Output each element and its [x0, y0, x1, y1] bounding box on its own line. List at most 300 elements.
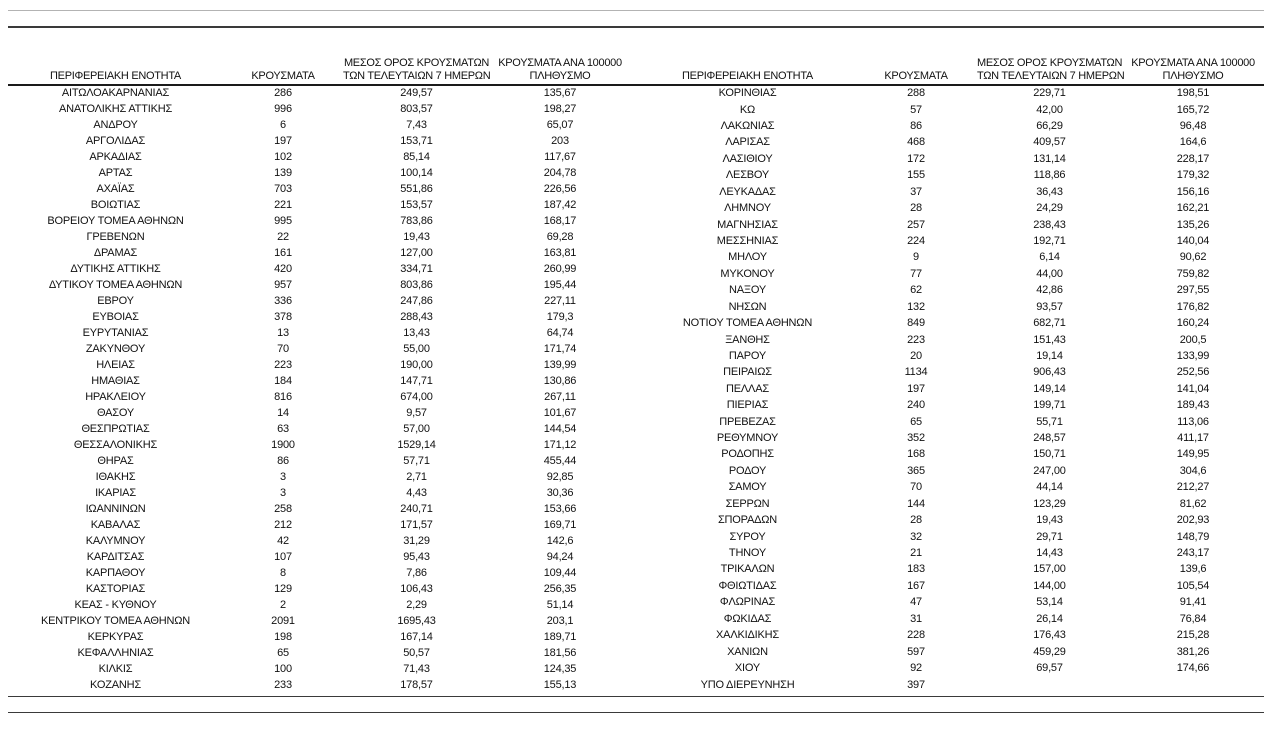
avg7-cell: 247,86 — [400, 295, 433, 307]
header-per100k-line2: ΠΛΗΘΥΣΜΟ — [529, 69, 591, 82]
cases-cell: 57 — [910, 103, 922, 116]
cases-cell: 198 — [274, 631, 292, 643]
region-cell: ΜΕΣΣΗΝΙΑΣ — [716, 235, 779, 247]
header-region-label: ΠΕΡΙΦΕΡΕΙΑΚΗ ΕΝΟΤΗΤΑ — [682, 69, 813, 82]
region-cell: ΔΡΑΜΑΣ — [93, 247, 138, 259]
table-row — [8, 437, 630, 453]
region-cell: ΚΑΣΤΟΡΙΑΣ — [85, 583, 146, 595]
region-cell: ΜΥΚΟΝΟΥ — [720, 267, 775, 280]
per100k-cell: 113,06 — [1177, 415, 1209, 428]
region-cell: ΚΟΡΙΝΘΙΑΣ — [718, 87, 777, 100]
table-row — [640, 528, 1264, 544]
header-avg7-line1: ΜΕΣΟΣ ΟΡΟΣ ΚΡΟΥΣΜΑΤΩΝ — [343, 57, 490, 69]
region-cell: ΒΟΡΕΙΟΥ ΤΟΜΕΑ ΑΘΗΝΩΝ — [47, 215, 184, 227]
table-row — [640, 463, 1264, 479]
region-cell: ΗΡΑΚΛΕΙΟΥ — [85, 391, 146, 403]
per100k-cell: 304,6 — [1179, 464, 1207, 477]
per100k-cell: 168,17 — [543, 215, 577, 227]
avg7-cell: 2,71 — [406, 471, 427, 483]
cases-cell: 3 — [280, 471, 286, 483]
avg7-cell: 57,00 — [403, 423, 430, 435]
table-row — [640, 315, 1264, 331]
avg7-cell: 199,71 — [1033, 399, 1066, 412]
per100k-cell: 94,24 — [546, 551, 574, 563]
cases-cell: 996 — [274, 103, 292, 115]
cases-cell: 257 — [907, 218, 925, 231]
table-body-left — [8, 85, 630, 693]
region-cell: ΚΙΛΚΙΣ — [98, 663, 133, 675]
avg7-cell: 144,00 — [1033, 579, 1066, 592]
per100k-cell: 759,82 — [1176, 267, 1210, 280]
avg7-cell: 55,71 — [1036, 415, 1063, 428]
cases-cell: 2091 — [271, 615, 295, 627]
avg7-cell: 459,29 — [1033, 645, 1066, 658]
per100k-cell: 227,11 — [544, 295, 576, 307]
avg7-cell: 229,71 — [1033, 87, 1066, 100]
region-cell: ΡΟΔΟΠΗΣ — [721, 448, 774, 461]
per100k-cell: 164,6 — [1179, 136, 1207, 149]
table-row — [640, 578, 1264, 594]
cases-cell: 65 — [277, 647, 289, 659]
per100k-cell: 139,6 — [1179, 563, 1207, 576]
header-avg7-line2: ΤΩΝ ΤΕΛΕΥΤΑΙΩΝ 7 ΗΜΕΡΩΝ — [977, 69, 1125, 82]
avg7-cell: 71,43 — [403, 663, 430, 675]
avg7-cell: 14,43 — [1036, 547, 1063, 560]
avg7-cell: 249,57 — [400, 87, 433, 99]
per100k-cell: 92,85 — [546, 471, 574, 483]
per100k-cell: 140,04 — [1176, 235, 1210, 247]
avg7-cell: 44,00 — [1036, 267, 1063, 280]
per100k-cell: 203,1 — [546, 615, 574, 627]
header-cases-label: ΚΡΟΥΣΜΑΤΑ — [884, 69, 948, 82]
avg7-cell: 26,14 — [1036, 612, 1063, 625]
per100k-cell: 174,66 — [1176, 661, 1210, 674]
table-row — [8, 565, 630, 581]
table-header-left — [8, 50, 630, 85]
per100k-cell: 155,13 — [543, 679, 577, 691]
region-cell: ΡΕΘΥΜΝΟΥ — [716, 432, 779, 445]
region-cell: ΠΡΕΒΕΖΑΣ — [719, 415, 776, 428]
per100k-cell: 165,72 — [1176, 103, 1210, 116]
avg7-cell: 53,14 — [1036, 596, 1063, 609]
per100k-cell: 179,32 — [1176, 169, 1210, 182]
region-cell: ΦΛΩΡΙΝΑΣ — [719, 596, 776, 609]
per100k-cell: 76,84 — [1179, 612, 1207, 625]
cases-cell: 32 — [910, 530, 922, 543]
per100k-cell: 64,74 — [546, 327, 574, 339]
region-cell: ΚΑΡΔΙΤΣΑΣ — [86, 551, 145, 563]
avg7-cell: 19,43 — [1036, 514, 1063, 527]
avg7-cell: 1695,43 — [397, 615, 436, 627]
table-row — [640, 381, 1264, 397]
cases-cell: 129 — [274, 583, 292, 595]
region-cell: ΤΗΝΟΥ — [728, 547, 767, 560]
avg7-cell: 288,43 — [400, 311, 433, 323]
avg7-cell: 7,43 — [406, 119, 427, 131]
per100k-cell: 202,93 — [1176, 514, 1210, 527]
avg7-cell: 682,71 — [1033, 317, 1066, 330]
table-row — [640, 134, 1264, 150]
table-row — [640, 216, 1264, 232]
region-cell: ΜΑΓΝΗΣΙΑΣ — [717, 218, 778, 231]
region-cell: ΗΛΕΙΑΣ — [96, 359, 135, 371]
avg7-cell: 66,29 — [1036, 120, 1063, 133]
avg7-cell: 192,71 — [1033, 235, 1066, 247]
table-row — [640, 446, 1264, 462]
avg7-cell: 176,43 — [1033, 629, 1066, 642]
cases-cell: 184 — [274, 375, 292, 387]
header-per100k — [490, 50, 630, 85]
region-cell: ΑΡΤΑΣ — [98, 167, 133, 179]
region-cell: ΙΘΑΚΗΣ — [95, 471, 136, 483]
table-row — [8, 501, 630, 517]
avg7-cell: 409,57 — [1033, 136, 1066, 149]
header-region — [8, 50, 223, 85]
avg7-cell: 248,57 — [1033, 432, 1066, 445]
avg7-cell: 69,57 — [1036, 661, 1063, 674]
avg7-cell: 42,00 — [1036, 103, 1063, 116]
top-rule-light — [8, 10, 1264, 11]
table-row — [640, 184, 1264, 200]
table-row — [640, 200, 1264, 216]
avg7-cell: 7,86 — [406, 567, 427, 579]
avg7-cell: 57,71 — [403, 455, 430, 467]
per100k-cell: 243,17 — [1176, 547, 1210, 560]
top-rule-dark — [8, 26, 1264, 28]
per100k-cell: 195,44 — [543, 279, 577, 291]
per100k-cell: 156,16 — [1176, 185, 1210, 198]
avg7-cell: 55,00 — [403, 343, 430, 355]
cases-cell: 468 — [907, 136, 925, 149]
header-avg7-line2: ΤΩΝ ΤΕΛΕΥΤΑΙΩΝ 7 ΗΜΕΡΩΝ — [343, 69, 491, 82]
table-row — [8, 373, 630, 389]
cases-table-left — [8, 50, 630, 693]
avg7-cell: 190,00 — [400, 359, 433, 371]
avg7-cell — [977, 676, 1122, 693]
cases-cell: 155 — [907, 169, 925, 182]
table-row — [8, 421, 630, 437]
region-cell: ΔΥΤΙΚΗΣ ΑΤΤΙΚΗΣ — [70, 263, 161, 275]
avg7-cell: 31,29 — [403, 535, 430, 547]
table-row — [640, 167, 1264, 183]
table-row — [640, 643, 1264, 659]
per100k-cell: 81,62 — [1179, 497, 1207, 510]
cases-cell: 228 — [907, 629, 925, 642]
avg7-cell: 123,29 — [1033, 497, 1066, 510]
per100k-cell: 105,54 — [1176, 579, 1210, 592]
table-row — [640, 331, 1264, 347]
per100k-cell: 144,54 — [543, 423, 577, 435]
header-cases — [855, 50, 977, 85]
cases-cell: 957 — [274, 279, 292, 291]
region-cell: ΙΚΑΡΙΑΣ — [95, 487, 136, 499]
region-cell: ΛΕΥΚΑΔΑΣ — [719, 185, 776, 198]
cases-cell: 288 — [907, 87, 925, 100]
table-row — [640, 348, 1264, 364]
per100k-cell: 124,35 — [543, 663, 577, 675]
region-cell: ΑΝΔΡΟΥ — [93, 119, 138, 131]
avg7-cell: 240,71 — [400, 503, 433, 515]
table-row — [8, 133, 630, 149]
cases-cell: 144 — [907, 497, 925, 510]
cases-cell: 172 — [907, 152, 925, 165]
table-row — [8, 389, 630, 405]
table-row — [640, 266, 1264, 282]
region-cell: ΛΑΚΩΝΙΑΣ — [720, 120, 775, 133]
table-row — [8, 357, 630, 373]
region-cell: ΚΟΖΑΝΗΣ — [90, 679, 141, 691]
bottom-rule-2 — [8, 712, 1264, 713]
cases-cell: 28 — [910, 514, 922, 527]
per100k-cell: 101,67 — [543, 407, 577, 419]
region-cell: ΠΑΡΟΥ — [728, 349, 767, 362]
region-cell: ΣΑΜΟΥ — [728, 481, 767, 494]
per100k-cell: 179,3 — [546, 311, 574, 323]
cases-cell: 107 — [274, 551, 292, 563]
header-per100k-line2: ΠΛΗΘΥΣΜΟ — [1162, 69, 1224, 82]
cases-cell: 397 — [907, 678, 925, 691]
per100k-cell: 30,36 — [546, 487, 574, 499]
per100k-cell: 252,56 — [1176, 366, 1210, 379]
per100k-cell: 200,5 — [1179, 333, 1207, 346]
cases-cell: 224 — [907, 235, 925, 247]
cases-cell: 258 — [274, 503, 292, 515]
cases-cell: 420 — [274, 263, 292, 275]
avg7-cell: 4,43 — [406, 487, 427, 499]
region-cell: ΕΥΡΥΤΑΝΙΑΣ — [82, 327, 149, 339]
per100k-cell: 181,56 — [543, 647, 577, 659]
avg7-cell: 100,14 — [400, 167, 433, 179]
region-cell: ΚΩ — [739, 103, 756, 116]
cases-cell: 6 — [280, 119, 286, 131]
region-cell: ΠΕΙΡΑΙΩΣ — [723, 366, 772, 379]
table-header-right — [640, 50, 1264, 85]
per100k-cell: 381,26 — [1176, 645, 1210, 658]
avg7-cell: 42,86 — [1036, 284, 1063, 297]
per100k-cell: 204,78 — [543, 167, 577, 179]
avg7-cell: 551,86 — [400, 183, 433, 195]
region-cell: ΚΕΑΣ - ΚΥΘΝΟΥ — [74, 599, 157, 611]
avg7-cell: 29,71 — [1036, 530, 1063, 543]
region-cell: ΤΡΙΚΑΛΩΝ — [720, 563, 775, 576]
table-row — [8, 453, 630, 469]
per100k-cell: 163,81 — [543, 247, 577, 259]
header-per100k-line1: ΚΡΟΥΣΜΑΤΑ ΑΝΑ 100000 — [1131, 57, 1255, 69]
region-cell: ΘΕΣΠΡΩΤΙΑΣ — [81, 423, 150, 435]
cases-cell: 286 — [274, 87, 292, 99]
table-row — [640, 561, 1264, 577]
region-cell: ΚΑΒΑΛΑΣ — [90, 519, 141, 531]
cases-cell: 3 — [280, 487, 286, 499]
region-cell: ΣΕΡΡΩΝ — [725, 497, 770, 510]
per100k-cell: 160,24 — [1176, 317, 1210, 330]
avg7-cell: 147,71 — [400, 375, 433, 387]
table-row — [640, 364, 1264, 380]
cases-cell: 21 — [910, 547, 922, 560]
tables-container — [8, 50, 1264, 693]
region-cell: ΧΑΛΚΙΔΙΚΗΣ — [716, 629, 779, 642]
cases-cell: 8 — [280, 567, 286, 579]
table-row — [8, 517, 630, 533]
avg7-cell: 247,00 — [1033, 464, 1066, 477]
region-cell: ΧΙΟΥ — [734, 661, 761, 674]
table-row — [8, 293, 630, 309]
table-row — [8, 165, 630, 181]
region-cell: ΚΕΦΑΛΛΗΝΙΑΣ — [77, 647, 154, 659]
avg7-cell: 85,14 — [403, 151, 430, 163]
per100k-cell: 149,95 — [1176, 448, 1210, 461]
table-row — [8, 101, 630, 117]
avg7-cell: 238,43 — [1033, 218, 1066, 231]
region-cell: ΞΑΝΘΗΣ — [725, 333, 770, 346]
region-cell: ΑΡΚΑΔΙΑΣ — [89, 151, 142, 163]
table-row — [8, 245, 630, 261]
avg7-cell: 157,00 — [1033, 563, 1066, 576]
avg7-cell: 1529,14 — [397, 439, 436, 451]
region-cell: ΝΑΞΟΥ — [729, 284, 766, 297]
region-cell: ΣΠΟΡΑΔΩΝ — [717, 514, 778, 527]
cases-cell: 70 — [277, 343, 289, 355]
table-row — [640, 233, 1264, 249]
per100k-cell: 189,71 — [543, 631, 577, 643]
table-row — [640, 660, 1264, 676]
avg7-cell: 106,43 — [400, 583, 433, 595]
header-cases — [223, 50, 343, 85]
header-region-label: ΠΕΡΙΦΕΡΕΙΑΚΗ ΕΝΟΤΗΤΑ — [50, 69, 181, 82]
region-cell: ΣΥΡΟΥ — [729, 530, 766, 543]
table-row — [8, 405, 630, 421]
table-row — [8, 309, 630, 325]
region-cell: ΝΗΣΩΝ — [728, 300, 767, 313]
avg7-cell: 9,57 — [406, 407, 427, 419]
avg7-cell: 19,43 — [403, 231, 430, 243]
avg7-cell: 2,29 — [406, 599, 427, 611]
region-cell: ΗΜΑΘΙΑΣ — [91, 375, 140, 387]
table-row — [640, 430, 1264, 446]
per100k-cell: 198,51 — [1176, 87, 1210, 100]
per100k-cell: 187,42 — [543, 199, 577, 211]
cases-cell: 139 — [274, 167, 292, 179]
region-cell: ΚΑΛΥΜΝΟΥ — [85, 535, 146, 547]
table-row — [8, 629, 630, 645]
table-row — [8, 613, 630, 629]
region-cell: ΑΡΓΟΛΙΔΑΣ — [85, 135, 146, 147]
region-cell: ΜΗΛΟΥ — [728, 251, 767, 264]
cases-cell: 92 — [910, 661, 922, 674]
cases-cell: 100 — [274, 663, 292, 675]
cases-cell: 597 — [907, 645, 925, 658]
cases-cell: 223 — [907, 333, 925, 346]
cases-cell: 995 — [274, 215, 292, 227]
region-cell: ΑΝΑΤΟΛΙΚΗΣ ΑΤΤΙΚΗΣ — [58, 103, 173, 115]
per100k-cell: 135,26 — [1176, 218, 1210, 231]
table-body-right — [640, 85, 1264, 693]
table-row — [8, 149, 630, 165]
per100k-cell: 91,41 — [1179, 596, 1207, 609]
per100k-cell: 171,12 — [543, 439, 577, 451]
cases-cell: 77 — [910, 267, 922, 280]
region-cell: ΥΠΟ ΔΙΕΡΕΥΝΗΣΗ — [700, 678, 795, 691]
region-cell: ΕΒΡΟΥ — [97, 295, 134, 307]
cases-cell: 240 — [907, 399, 925, 412]
cases-cell: 212 — [274, 519, 292, 531]
per100k-cell: 260,99 — [543, 263, 577, 275]
cases-cell: 183 — [907, 563, 925, 576]
avg7-cell: 19,14 — [1036, 349, 1063, 362]
per100k-cell: 162,21 — [1176, 202, 1210, 215]
avg7-cell: 151,43 — [1033, 333, 1066, 346]
avg7-cell: 127,00 — [400, 247, 433, 259]
region-cell: ΔΥΤΙΚΟΥ ΤΟΜΕΑ ΑΘΗΝΩΝ — [48, 279, 183, 291]
avg7-cell: 6,14 — [1039, 251, 1060, 264]
avg7-cell: 95,43 — [403, 551, 430, 563]
header-per100k-line1: ΚΡΟΥΣΜΑΤΑ ΑΝΑ 100000 — [498, 57, 622, 69]
cases-cell: 221 — [274, 199, 292, 211]
avg7-cell: 783,86 — [400, 215, 433, 227]
cases-cell: 336 — [274, 295, 292, 307]
table-row — [640, 282, 1264, 298]
table-row — [8, 117, 630, 133]
region-cell: ΒΟΙΩΤΙΑΣ — [90, 199, 141, 211]
cases-cell: 197 — [274, 135, 292, 147]
table-row — [640, 249, 1264, 265]
cases-cell: 63 — [277, 423, 289, 435]
table-row — [640, 676, 1264, 693]
header-avg7 — [343, 50, 490, 85]
region-cell: ΛΗΜΝΟΥ — [724, 202, 771, 215]
avg7-cell: 906,43 — [1033, 366, 1066, 379]
region-cell: ΛΑΣΙΘΙΟΥ — [722, 152, 773, 165]
region-cell: ΑΙΤΩΛΟΑΚΑΡΝΑΝΙΑΣ — [61, 87, 170, 99]
per100k-cell: 51,14 — [546, 599, 574, 611]
cases-cell: 703 — [274, 183, 292, 195]
cases-cell: 13 — [277, 327, 289, 339]
per100k-cell: 117,67 — [544, 151, 576, 163]
per100k-cell: 256,35 — [543, 583, 577, 595]
header-cases-label: ΚΡΟΥΣΜΑΤΑ — [251, 69, 315, 82]
region-cell: ΙΩΑΝΝΙΝΩΝ — [85, 503, 146, 515]
region-cell: ΚΑΡΠΑΘΟΥ — [85, 567, 146, 579]
region-cell: ΖΑΚΥΝΘΟΥ — [85, 343, 146, 355]
per100k-cell: 141,04 — [1176, 382, 1210, 395]
avg7-cell: 150,71 — [1033, 448, 1066, 461]
table-row — [8, 485, 630, 501]
table-row — [640, 611, 1264, 627]
cases-cell: 20 — [910, 349, 922, 362]
cases-cell: 365 — [907, 464, 925, 477]
per100k-cell: 189,43 — [1176, 399, 1210, 412]
per100k-cell: 267,11 — [544, 391, 576, 403]
region-cell: ΝΟΤΙΟΥ ΤΟΜΕΑ ΑΘΗΝΩΝ — [682, 317, 813, 330]
cases-cell: 31 — [910, 612, 922, 625]
per100k-cell: 69,28 — [546, 231, 574, 243]
cases-cell: 378 — [274, 311, 292, 323]
per100k-cell: 215,28 — [1176, 629, 1210, 642]
region-cell: ΧΑΝΙΩΝ — [727, 645, 768, 658]
table-row — [8, 533, 630, 549]
cases-cell: 167 — [907, 579, 925, 592]
region-cell: ΛΑΡΙΣΑΣ — [725, 136, 770, 149]
per100k-cell — [1122, 676, 1264, 693]
region-cell: ΑΧΑΪΑΣ — [96, 183, 135, 195]
per100k-cell: 135,67 — [543, 87, 577, 99]
table-row — [640, 413, 1264, 429]
per100k-cell: 96,48 — [1179, 120, 1207, 133]
avg7-cell: 118,86 — [1033, 169, 1066, 182]
per100k-cell: 198,27 — [543, 103, 577, 115]
region-cell: ΦΩΚΙΔΑΣ — [723, 612, 772, 625]
table-row — [8, 325, 630, 341]
